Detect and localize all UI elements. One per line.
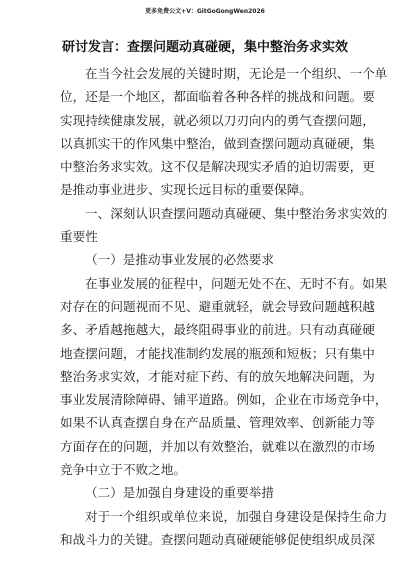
document-body (60, 62, 388, 551)
body-line: 对存在的问题视而不见、避重就轻，就会导致问题越积越 (60, 298, 375, 314)
body-line: 在事业发展的征程中，问题无处不在、无时不有。如果 (85, 275, 388, 291)
section-heading-cont: 重要性 (60, 229, 98, 245)
intro-line: 以真抓实干的作风集中整治，做到查摆问题动真碰硬，集 (60, 135, 375, 151)
intro-line: 在当今社会发展的关键时期，无论是一个组织、一个单 (85, 66, 388, 81)
subsection-heading: （二）是加强自身建设的重要举措 (85, 485, 274, 501)
body-line: 竞争中立于不败之地。 (60, 462, 186, 478)
page-title: 研讨发言：查摆问题动真碰硬，集中整治务求实效 (61, 40, 348, 55)
intro-line: 实现持续健康发展，就必须以刀刃向内的勇气查摆问题， (60, 112, 375, 128)
body-line: 地查摆问题，才能找准制约发展的瓶颈和短板；只有集中 (60, 345, 375, 361)
body-line: 对于一个组织或单位来说，加强自身建设是保持生命力 (85, 508, 388, 524)
intro-line: 中整治务求实效。这不仅是解决现实矛盾的迫切需要，更 (60, 159, 375, 175)
body-line: 多、矛盾越拖越大，最终阻碍事业的前进。只有动真碰硬 (60, 322, 375, 338)
subsection-heading: （一）是推动事业发展的必然要求 (85, 252, 274, 268)
section-heading: 一、深刻认识查摆问题动真碰硬、集中整治务求实效的 (85, 205, 388, 221)
intro-line: 是推动事业进步、实现长远目标的重要保障。 (60, 182, 312, 198)
page-header: 更多免费公文+V：GitGoGongWen2026 (145, 8, 265, 15)
body-line: 和战斗力的关键。查摆问题动真碰硬能够促使组织成员深 (60, 531, 375, 547)
body-line: 方面存在的问题，并加以有效整治，就难以在激烈的市场 (60, 438, 375, 454)
body-line: 事业发展清除障碍、铺平道路。例如，企业在市场竞争中， (60, 392, 388, 408)
body-line: 如果不认真查摆自身在产品质量、管理效率、创新能力等 (60, 415, 375, 431)
intro-line: 位，还是一个地区，都面临着各种各样的挑战和问题。要 (60, 89, 375, 105)
body-line: 整治务求实效，才能对症下药、有的放矢地解决问题，为 (60, 368, 375, 384)
